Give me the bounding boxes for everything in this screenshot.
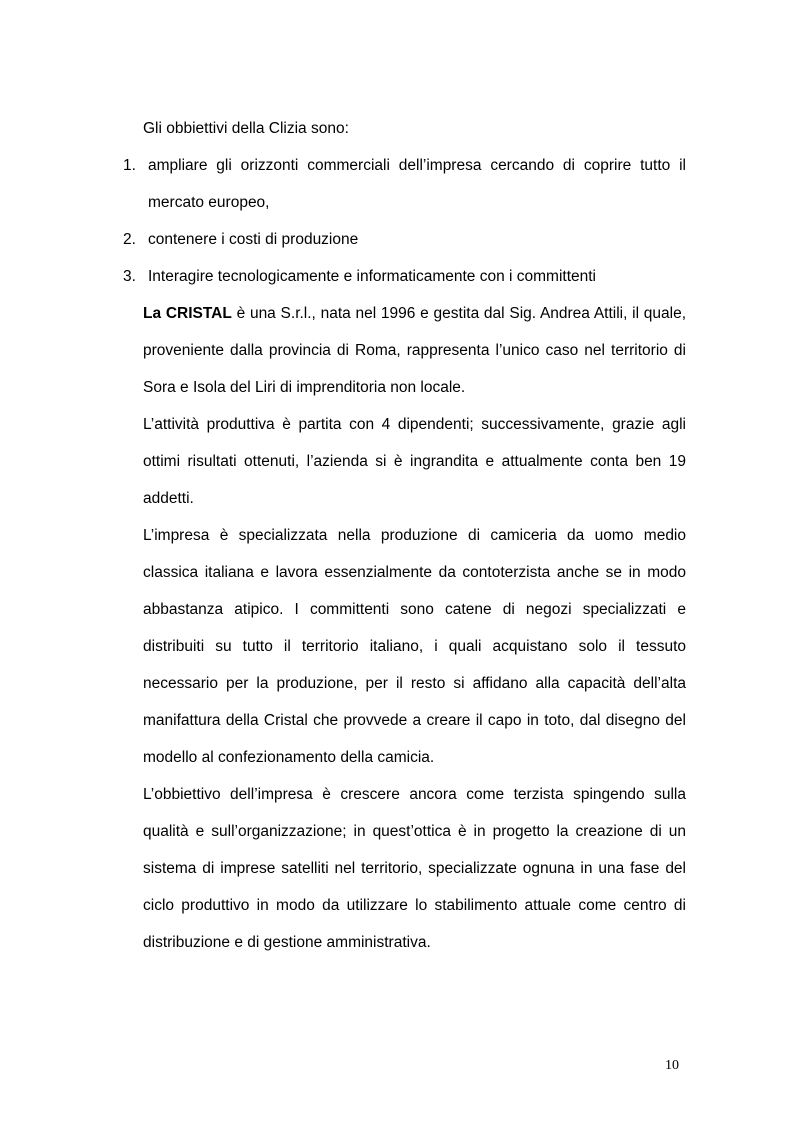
list-item bbox=[123, 258, 686, 295]
page-number: 10 bbox=[665, 1058, 679, 1073]
body-text bbox=[123, 110, 687, 961]
list-number: 2. bbox=[123, 231, 136, 248]
paragraph-objective: L’obbiettivo dell’impresa è crescere ancora come terzista spingendo sulla qualità e sull’organizzazione; in quest’ottica è in progetto la creazione di un sistema di imprese satelliti nel territorio, specializzate ognuna in una fase del ciclo produttivo in modo da utilizzare lo stabilimento attuale come centro di distribuzione e di gestione amministrativa. bbox=[143, 786, 686, 951]
list-item bbox=[123, 147, 686, 221]
objectives-intro: Gli obbiettivi della Clizia sono: bbox=[143, 120, 349, 137]
list-text: ampliare gli orizzonti commerciali dell’impresa cercando di coprire tutto il mercato europeo, bbox=[148, 157, 686, 211]
paragraph-activity: L’attività produttiva è partita con 4 dipendenti; successivamente, grazie agli ottimi risultati ottenuti, l’azienda si è ingrandita e attualmente conta ben 19 addetti. bbox=[143, 416, 686, 507]
list-number: 3. bbox=[123, 268, 136, 285]
objectives-list bbox=[123, 147, 686, 295]
list-text: Interagire tecnologicamente e informaticamente con i committenti bbox=[148, 268, 596, 285]
list-item bbox=[123, 221, 686, 258]
paragraph-company-intro bbox=[143, 295, 686, 406]
company-name: La CRISTAL bbox=[143, 305, 232, 322]
paragraph-specialization: L’impresa è specializzata nella produzione di camiceria da uomo medio classica italiana e lavora essenzialmente da contoterzista anche se in modo abbastanza atipico. I committenti sono catene di negozi specializzati e distribuiti su tutto il territorio italiano, i quali acquistano solo il tessuto necessario per la produzione, per il resto si affidano alla capacità dell’alta manifattura della Cristal che provvede a creare il capo in toto, dal disegno del modello al confezionamento della camicia. bbox=[143, 527, 686, 766]
list-number: 1. bbox=[123, 157, 136, 174]
list-text: contenere i costi di produzione bbox=[148, 231, 359, 248]
paragraph-text: è una S.r.l., nata nel 1996 e gestita dal Sig. Andrea Attili, il quale, proveniente dalla provincia di Roma, rappresenta l’unico caso nel territorio di Sora e Isola del Liri di imprenditoria non locale. bbox=[143, 305, 687, 396]
